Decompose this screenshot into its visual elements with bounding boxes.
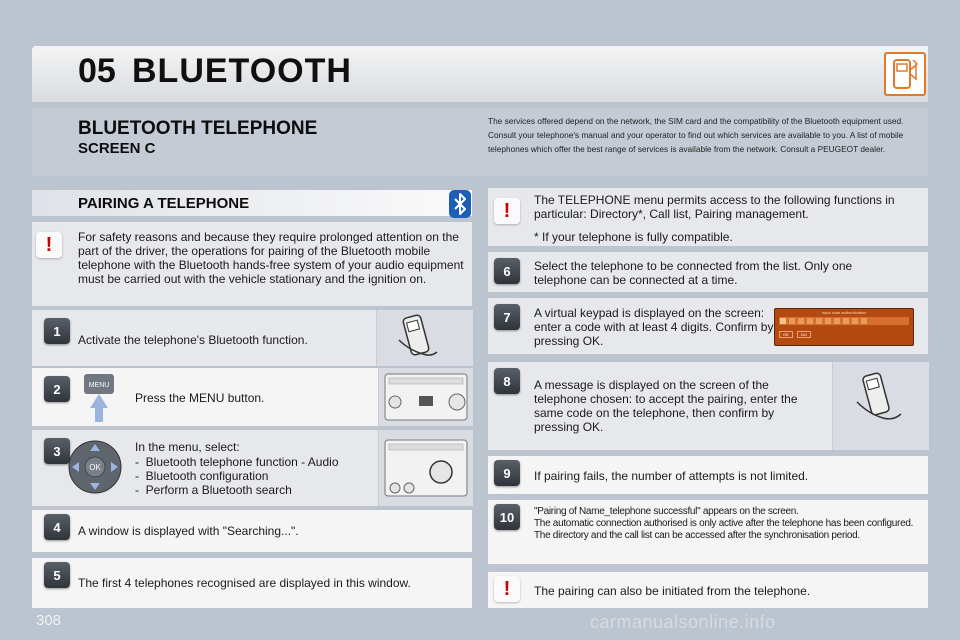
initiate-from-phone-note: The pairing can also be initiated from the telephone. xyxy=(534,584,811,598)
step-number: 8 xyxy=(494,368,520,394)
exclamation-icon: ! xyxy=(494,198,520,224)
keypad-del-button: Del xyxy=(797,331,811,338)
section-title: BLUETOOTH TELEPHONE xyxy=(78,118,318,139)
phone-hand-illustration xyxy=(832,362,929,450)
step-text-line: The directory and the call list can be accessed after the synchronisation period. xyxy=(534,530,860,541)
chapter-title: BLUETOOTH xyxy=(132,52,352,90)
step-number: 2 xyxy=(44,376,70,402)
section-intro: The services offered depend on the network, the SIM card and the compatibility of the Bluetooth equipment used. Consult your telephone's manual and your operator to find out which services are available to you. A list of mobile telephones which offer the best range of services is available from the network. Consult a PEUGEOT dealer. xyxy=(488,116,904,154)
menu-button-label: MENU xyxy=(88,382,110,389)
step-text: Activate the telephone's Bluetooth function. xyxy=(78,333,308,347)
menu-option: - Perform a Bluetooth search xyxy=(135,483,292,497)
exclamation-icon: ! xyxy=(36,232,62,258)
menu-option: - Bluetooth configuration xyxy=(135,469,269,483)
compatibility-footnote: * If your telephone is fully compatible. xyxy=(534,230,733,244)
step-number: 4 xyxy=(44,514,70,540)
exclamation-icon: ! xyxy=(494,576,520,602)
radio-unit-illustration xyxy=(378,430,473,506)
step-text: The first 4 telephones recognised are displayed in this window. xyxy=(78,576,411,590)
safety-warning-text: For safety reasons and because they require prolonged attention on the part of the driver, the operations for pairing of the Bluetooth mobile telephone with the Bluetooth hands-free system of your audio equipment must be carried out with the vehicle stationary and the ignition on. xyxy=(78,230,464,286)
step-text: A virtual keypad is displayed on the screen: enter a code with at least 4 digits. Confirm by pressing OK. xyxy=(534,306,774,348)
step-number: 1 xyxy=(44,318,70,344)
step-text: If pairing fails, the number of attempts is not limited. xyxy=(534,469,809,483)
radio-unit-illustration xyxy=(378,368,473,426)
keypad-screen-title: Input code authentication xyxy=(821,310,867,315)
ok-joystick-icon xyxy=(66,438,124,496)
phone-hand-illustration xyxy=(376,310,473,366)
bluetooth-icon xyxy=(449,190,471,218)
step-text: Select the telephone to be connected from the list. Only one telephone can be connected at a time. xyxy=(534,259,853,287)
step-text-line: "Pairing of Name_telephone successful" appears on the screen. xyxy=(534,506,799,517)
step-text-line: The automatic connection authorised is only active after the telephone has been configured. xyxy=(534,518,914,529)
step-10-text xyxy=(534,506,924,542)
step-text: A message is displayed on the screen of the telephone chosen: to accept the pairing, enter the same code on the telephone, then confirm by pressing OK. xyxy=(534,378,798,434)
pairing-title: PAIRING A TELEPHONE xyxy=(78,195,250,212)
phone-bluetooth-icon xyxy=(884,52,926,96)
section-subtitle: SCREEN C xyxy=(78,140,156,157)
menu-button-icon xyxy=(82,372,118,426)
menu-option: - Bluetooth telephone function - Audio xyxy=(135,455,339,469)
step-number: 6 xyxy=(494,258,520,284)
keypad-ok-button: OK xyxy=(779,331,793,338)
telephone-menu-note: The TELEPHONE menu permits access to the following functions in particular: Directory*, Call list, Pairing management. xyxy=(534,193,895,221)
chapter-number: 05 xyxy=(78,52,116,90)
step-number: 3 xyxy=(44,438,70,464)
ok-button-label: OK xyxy=(89,463,101,472)
step-text: In the menu, select: xyxy=(135,440,240,454)
step-number: 10 xyxy=(494,504,520,530)
watermark: carmanualsonline.info xyxy=(590,612,776,632)
keypad-digits xyxy=(779,317,909,325)
step-number: 5 xyxy=(44,562,70,588)
step-number: 7 xyxy=(494,304,520,330)
step-number: 9 xyxy=(494,460,520,486)
virtual-keypad-screen xyxy=(774,308,914,346)
step-text: Press the MENU button. xyxy=(135,391,265,405)
step-text: A window is displayed with "Searching...". xyxy=(78,524,299,538)
page-number: 308 xyxy=(36,612,62,629)
